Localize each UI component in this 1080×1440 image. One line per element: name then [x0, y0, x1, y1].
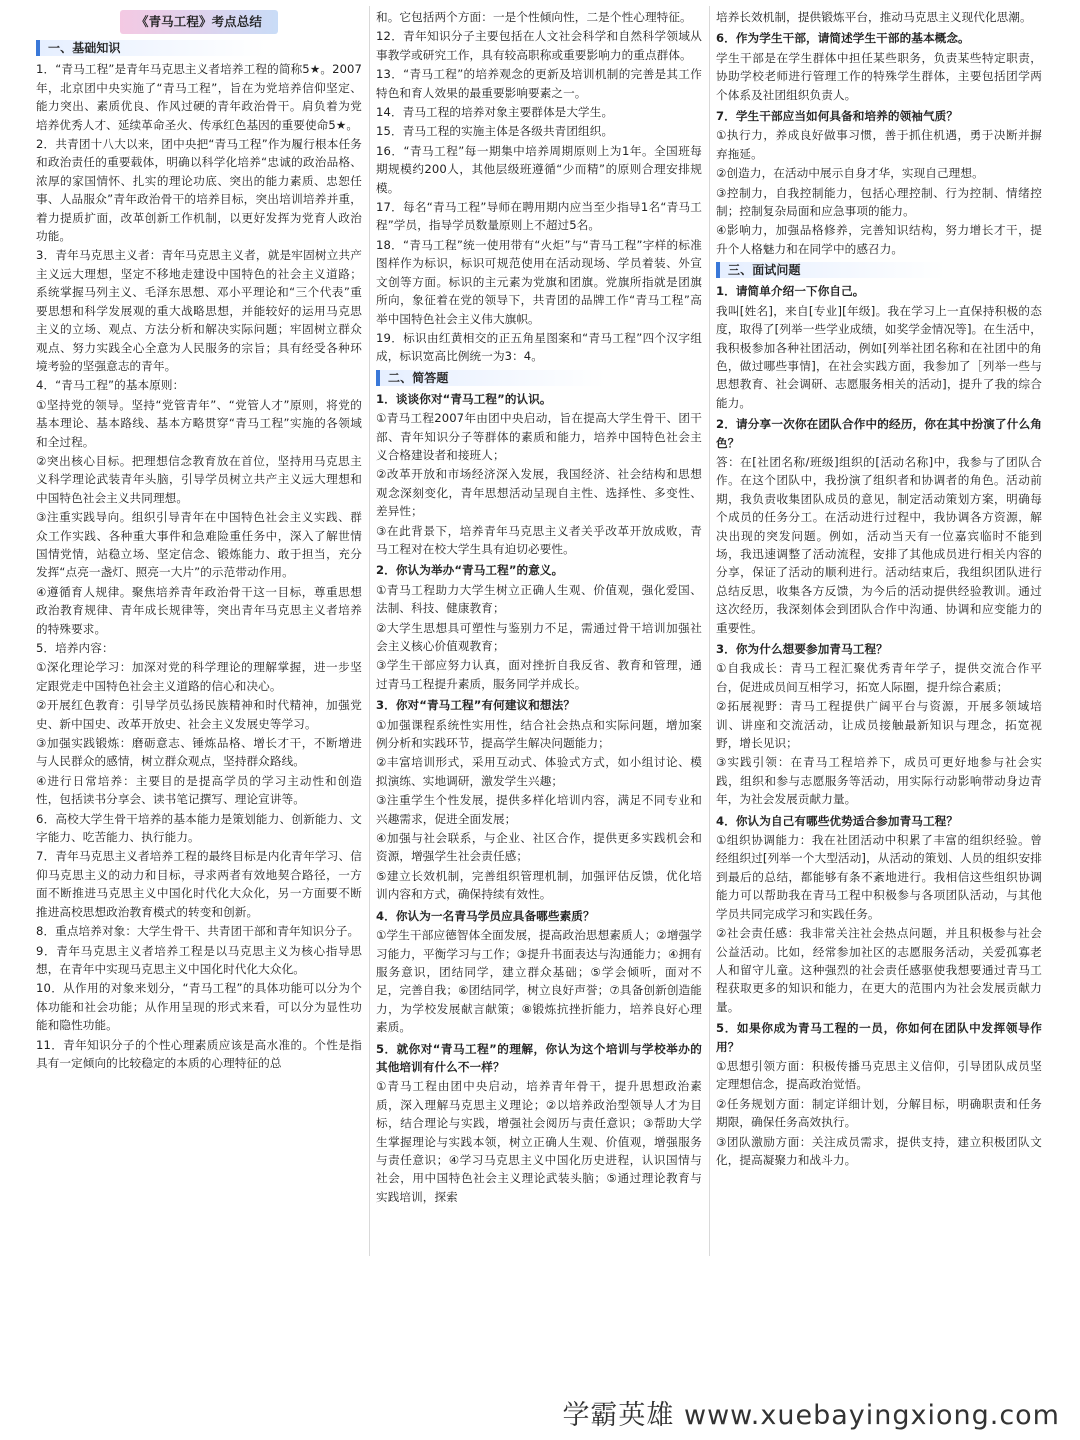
answer-text: ①执行力，养成良好做事习惯，善于抓住机遇，勇于决断并摒弃拖延。: [716, 128, 1042, 161]
knowledge-point: 2．共青团十八大以来，团中央把“青马工程”作为履行根本任务和政治责任的重要载体，明确以科学化培养“忠诚的政治品格、浓厚的家国情怀、扎实的理论功底、突出的能力素质、忠恕任事、人品服众”青年政治骨干的培养目标，突出培训培养并重，着力提质扩面，改革创新工作机制，以更好发挥为党育人政治功能。: [36, 137, 362, 244]
answer-text: ②改革开放和市场经济深入发展，我国经济、社会结构和思想观念深刻变化，青年思想活动呈现自主性、选择性、多变性、差异性；: [376, 467, 702, 519]
section-heading-short-answer: 二、简答题: [376, 370, 702, 386]
knowledge-point: 1．“青马工程”是青年马克思主义者培养工程的简称5★。2007年，北京团中央实施了“青马工程”，旨在为党培养信仰坚定、能力突出、素质优良、作风过硬的青年政治骨干。肩负着为党培养优秀人才、延续革命圣火、传承红色基因的重要使命5★。: [36, 62, 362, 132]
answer-text: ③控制力，自我控制能力，包括心理控制、行为控制、情绪控制；控制复杂局面和应急事项的能力。: [716, 185, 1042, 219]
answer-text: ②拓展视野：青马工程提供广阔平台与资源，开展多领域培训、讲座和交流活动，让成员接触最新知识与理念，拓宽视野，增长见识；: [716, 699, 1042, 751]
answer-text: ③注重学生个性发展，提供多样化培训内容，满足不同专业和兴趣需求，促进全面发展；: [376, 793, 702, 826]
answer-text: ①思想引领方面：积极传播马克思主义信仰，引导团队成员坚定理想信念，提高政治觉悟。: [716, 1058, 1042, 1092]
knowledge-point: ①深化理论学习：加深对党的科学理论的理解掌握，进一步坚定跟党走中国特色社会主义道路的信心和决心。: [36, 660, 362, 693]
knowledge-point: ④进行日常培养：主要目的是提高学员的学习主动性和创造性，包括读书分享会、读书笔记撰写、理论宣讲等。: [36, 773, 362, 807]
knowledge-point: 18．“青马工程”统一使用带有“火炬”与“青马工程”字样的标准图样作为标识，标识可规范使用在活动现场、学员着装、外宣文创等方面。标识的主元素为党旗和团旗。党旗所指就是团旗所向，象征着在党的领导下，共青团的品牌工作“青马工程”高举中国特色社会主义伟大旗帜。: [376, 237, 702, 326]
footer-watermark: 学霸英雄 www.xuebayingxiong.com: [562, 1400, 1060, 1431]
knowledge-point: ③注重实践导向。组织引导青年在中国特色社会主义实践、群众工作实践、各种重大事件和急难险重任务中，深入了解世情国情党情，站稳立场、坚定信念、锻炼能力、敢于担当，充分发挥“点亮一盏灯、照亮一大片”的示范带动作用。: [36, 510, 362, 580]
knowledge-point: ③加强实践锻炼：磨砺意志、锤炼品格、增长才干，不断增进与人民群众的感情，树立群众观点，坚持群众路线。: [36, 736, 362, 769]
question-heading: 4．你认为一名青马学员应具备哪些素质？: [376, 908, 595, 923]
knowledge-point: 8．重点培养对象：大学生骨干、共青团干部和青年知识分子。: [36, 924, 360, 939]
knowledge-point: 11．青年知识分子的个性心理素质应该是高水准的。个性是指具有一定倾向的比较稳定的本质的心理特征的总: [36, 1037, 362, 1070]
knowledge-point: ②开展红色教育：引导学员弘扬民族精神和时代精神，加强党史、新中国史、改革开放史、社会主义发展史等学习。: [36, 698, 362, 731]
answer-text: ②大学生思想具可塑性与鉴别力不足，需通过骨干培训加强社会主义核心价值观教育；: [376, 620, 702, 653]
question-heading: 7．学生干部应当如何具备和培养的领袖气质？: [716, 109, 959, 124]
answer-text: 学生干部是在学生群体中担任某些职务，负责某些特定职责，协助学校老师进行管理工作的特殊学生群体，主要包括团学两个体系及社团组织负责人。: [716, 50, 1042, 102]
knowledge-point: 16．“青马工程”每一期集中培养周期原则上为1年。全国班每期规模约200人，其他层级班遵循“少而精”的原则合理安排规模。: [376, 143, 702, 195]
question-heading: 1．请简单介绍一下你自己。: [716, 284, 865, 299]
knowledge-point: 17．每名“青马工程”导师在聘用期内应当至少指导1名“青马工程”学员，指导学员数量原则上不超过5名。: [376, 200, 702, 233]
answer-text: ①自我成长：青马工程汇聚优秀青年学子，提供交流合作平台，促进成员间互相学习，拓宽人际圈，提升综合素质；: [716, 661, 1042, 694]
answer-text: ①青马工程由团中央启动，培养青年骨干，提升思想政治素质，深入理解马克思主义理论；②以培养政治型领导人才为目标，结合理论与实践，增强社会阅历与责任意识；③帮助大学生掌握理论与实践本领，树立正确人生观、价值观，增强服务与责任意识；④学习马克思主义中国化历史进程，认识国情与社会，用中国特色社会主义理论武装头脑；⑤通过理论教育与实践培训，探索: [376, 1079, 702, 1204]
answer-text: ②创造力，在活动中展示自身才华，实现自己理想。: [716, 166, 984, 181]
question-heading: 2．你认为举办“青马工程”的意义。: [376, 563, 564, 578]
answer-text: ③实践引领：在青马工程培养下，成员可更好地参与社会实践，组织和参与志愿服务等活动，用实际行动影响带动身边青年，为社会发展贡献力量。: [716, 755, 1042, 807]
answer-text: ①加强课程系统性实用性，结合社会热点和实际问题，增加案例分析和实践环节，提高学生解决问题能力；: [376, 717, 702, 751]
answer-text: 培养长效机制，提供锻炼平台，推动马克思主义现代化思潮。: [716, 10, 1032, 24]
question-heading: 5．如果你成为青马工程的一员，你如何在团队中发挥领导作用？: [716, 1021, 1042, 1054]
question-heading: 3．你为什么想要参加青马工程？: [716, 642, 888, 656]
basics-list-continued: [376, 8, 702, 366]
column-divider: [709, 6, 710, 1256]
section-heading-basics: 一、基础知识: [36, 40, 362, 56]
question-heading: 2．请分享一次你在团队合作中的经历，你在其中扮演了什么角色？: [716, 417, 1042, 450]
answer-text: ①组织协调能力：我在社团活动中积累了丰富的组织经验。曾经组织过[列举一个大型活动]，从活动的策划、人员的组织安排到最后的总结，都能够有条不紊地进行。我相信这些组织协调能力可以帮助我在青马工程中积极参与各项团队活动，与其他学员共同完成学习和实践任务。: [716, 833, 1042, 921]
knowledge-point: 7．青年马克思主义者培养工程的最终目标是内化青年学习、信仰马克思主义的动力和目标，寻求两者有效地契合路径，一方面不断推进马克思主义中国化时代化大众化，另一方面要不断推进高校思想政治教育模式的转变和创新。: [36, 849, 362, 919]
column-2: [376, 8, 702, 1207]
column-1: [36, 8, 362, 1073]
answer-text: ①学生干部应德智体全面发展，提高政治思想素质人；②增强学习能力，平衡学习与工作；③提升书面表达与沟通能力；④拥有服务意识，团结同学，建立群众基础；⑤学会倾听，面对不足，完善自我；⑥团结同学，树立良好声誉；⑦具备创新创造能力，为学校发展献言献策；⑧锻炼抗挫折能力，培养良好心理素质。: [376, 928, 702, 1035]
knowledge-point: 9．青年马克思主义者培养工程是以马克思主义为核心指导思想，在青年中实现马克思主义中国化时代化大众化。: [36, 943, 362, 976]
knowledge-point: 和。它包括两个方面：一是个性倾向性，二是个性心理特征。: [376, 10, 692, 24]
knowledge-point: ④遵循育人规律。聚焦培养青年政治骨干这一目标，尊重思想政治教育规律、青年成长规律等，突出青年马克思主义者培养的特殊要求。: [36, 584, 362, 636]
answer-text: ③团队激励方面：关注成员需求，提供支持，建立积极团队文化，提高凝聚力和战斗力。: [716, 1134, 1042, 1167]
knowledge-point: 3．青年马克思主义者：青年马克思主义者，就是牢固树立共产主义远大理想，坚定不移地走建设中国特色的社会主义道路；系统掌握马列主义、毛泽东思想、邓小平理论和“三个代表”重要思想和科学发展观的重大战略思想，并能较好的运用马克思主义的立场、观点、方法分析和解决实际问题；牢固树立群众观点、努力实践全心全意为人民服务的宗旨；具有经受各种环境考验的坚强意志的青年。: [36, 248, 362, 373]
interview-list: [716, 282, 1042, 1169]
column-divider: [369, 6, 370, 1256]
question-heading: 1．谈谈你对“青马工程”的认识。: [376, 391, 552, 406]
knowledge-point: 12．青年知识分子主要包括在人文社会科学和自然科学领域从事教学或研究工作，具有较高职称或重要影响力的重点群体。: [376, 29, 702, 62]
answer-text: ②丰富培训形式，采用互动式、体验式方式，如小组讨论、模拟演练、实地调研，激发学生兴趣；: [376, 755, 702, 788]
question-heading: 4．你认为自己有哪些优势适合参加青马工程？: [716, 813, 959, 828]
answer-text: 我叫[姓名]，来自[专业][年级]。我在学习上一直保持积极的态度，取得了[列举一些学业成绩，如奖学金情况等]。在生活中，我积极参加各种社团活动，例如[列举社团名称和在社团中的角色，做过哪些事情]，在社会实践方面，我参加了［列举一些与思想教育、社会调研、志愿服务相关的活动]，提升了我的综合能力。: [716, 303, 1042, 410]
answer-text: ③在此背景下，培养青年马克思主义者关乎改革开放成败，青马工程对在校大学生具有迫切必要性。: [376, 523, 702, 556]
answer-text: 答：在[社团名称/班级]组织的[活动名称]中，我参与了团队合作。在这个团队中，我扮演了组织者和协调者的角色。活动前期，我负责收集团队成员的意见，制定活动策划方案，明确每个成员的任务分工。在活动进行过程中，我协调各方资源，解决出现的突发问题。例如，活动当天有一位嘉宾临时不能到场，我迅速调整了活动流程，安排了其他成员进行相关内容的分享，保证了活动的顺利进行。活动结束后，我组织团队进行总结反思，收集各方反馈，为今后的活动提供经验教训。通过这次经历，我深刻体会到团队合作中沟通、协调和应变能力的重要性。: [716, 454, 1042, 635]
short-answer-list-continued: [716, 8, 1042, 258]
answer-text: ④影响力，加强品格修养，完善知识结构，努力增长才干，提升个人格魅力和在同学中的感召力。: [716, 223, 1042, 256]
page-title: 《青马工程》考点总结: [120, 10, 278, 34]
answer-text: ①青马工程助力大学生树立正确人生观、价值观，强化爱国、法制、科技、健康教育；: [376, 582, 702, 616]
answer-text: ④加强与社会联系，与企业、社区合作，提供更多实践机会和资源，增强学生社会责任感；: [376, 831, 702, 864]
question-heading: 5．就你对“青马工程”的理解，你认为这个培训与学校举办的其他培训有什么不一样？: [376, 1041, 702, 1074]
knowledge-point: ②突出核心目标。把理想信念教育放在首位，坚持用马克思主义科学理论武装青年头脑，引导学员树立共产主义远大理想和中国特色社会主义共同理想。: [36, 453, 362, 505]
question-heading: 6．作为学生干部，请简述学生干部的基本概念。: [716, 31, 970, 46]
answer-text: ②任务规划方面：制定详细计划，分解目标，明确职责和任务期限，确保任务高效执行。: [716, 1096, 1042, 1130]
knowledge-point: 4．“青马工程”的基本原则：: [36, 378, 185, 393]
answer-text: ②社会责任感：我非常关注社会热点问题，并且积极参与社会公益活动。比如，经常参加社区的志愿服务活动，关爱孤寡老人和留守儿童。这种强烈的社会责任感驱使我想要通过青马工程获取更多的知识和能力，在更大的范围内为社会发展贡献力量。: [716, 926, 1042, 1014]
basics-list: [36, 60, 362, 1072]
answer-text: ⑤建立长效机制，完善组织管理机制，加强评估反馈，优化培训内容和方式，确保持续有效性。: [376, 868, 702, 902]
short-answer-list: [376, 390, 702, 1206]
column-3: [716, 8, 1042, 1170]
knowledge-point: 13．“青马工程”的培养观念的更新及培训机制的完善是其工作特色和育人效果的最重要影响要素之一。: [376, 67, 702, 100]
knowledge-point: 5．培养内容：: [36, 641, 114, 655]
answer-text: ③学生干部应努力认真，面对挫折自我反省、教育和管理，通过青马工程提升素质，服务同学并成长。: [376, 658, 702, 691]
knowledge-point: ①坚持党的领导。坚持“党管青年”、“党管人才”原则，将党的基本理论、基本路线、基本方略贯穿“青马工程”实施的各领域和全过程。: [36, 397, 362, 449]
knowledge-point: 15．青马工程的实施主体是各级共青团组织。: [376, 124, 614, 139]
knowledge-point: 19．标识由红黄相交的正五角星图案和“青马工程”四个汉字组成，标识宽高比例统一为3：4。: [376, 330, 702, 364]
question-heading: 3．你对“青马工程”有何建议和想法？: [376, 698, 576, 713]
knowledge-point: 10．从作用的对象来划分，“青马工程”的具体功能可以分为个体功能和社会功能；从作用呈现的形式来看，可以分为显性功能和隐性功能。: [36, 981, 362, 1033]
section-heading-interview: 三、面试问题: [716, 262, 1042, 278]
knowledge-point: 6．高校大学生骨干培养的基本能力是策划能力、创新能力、文字能力、吃苦能力、执行能力。: [36, 811, 362, 845]
answer-text: ①青马工程2007年由团中央启动，旨在提高大学生骨干、团干部、青年知识分子等群体的素质和能力，培养中国特色社会主义合格建设者和接班人；: [376, 411, 702, 462]
knowledge-point: 14．青马工程的培养对象主要群体是大学生。: [376, 105, 614, 120]
